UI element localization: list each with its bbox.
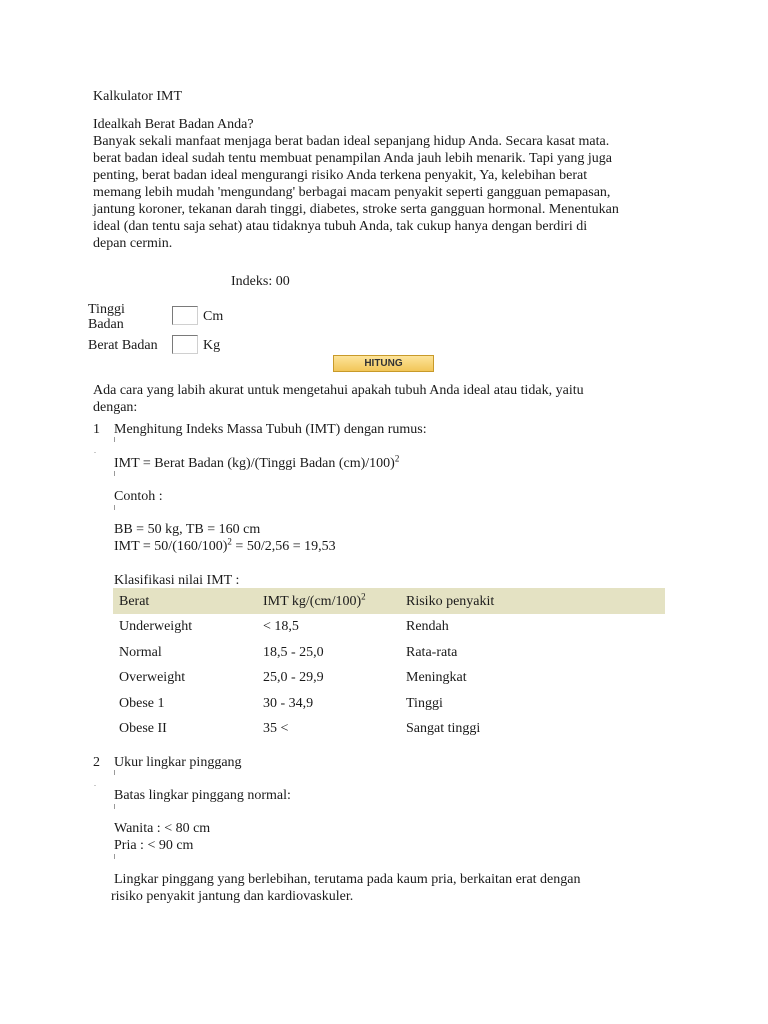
height-label-line: Tinggi (88, 302, 125, 317)
step1-title: Menghitung Indeks Massa Tubuh (IMT) dengan rumus: (114, 422, 427, 437)
table-row (113, 614, 665, 640)
waist-note-line: risiko penyakit jantung dan kardiovaskuler. (111, 889, 354, 904)
table-row (113, 716, 665, 742)
table-cell: < 18,5 (263, 619, 299, 635)
table-row (113, 640, 665, 666)
step2-title: Ukur lingkar pinggang (114, 755, 242, 770)
waist-note-line: Lingkar pinggang yang berlebihan, terutama pada kaum pria, berkaitan erat dengan (114, 872, 581, 887)
intro-line: Banyak sekali manfaat menjaga berat badan ideal sepanjang hidup Anda. Secara kasat mata. (93, 134, 610, 149)
table-row (113, 665, 665, 691)
height-label (88, 302, 125, 332)
example-calculation-exponent: 2 (227, 536, 232, 547)
waist-women: Wanita : < 80 cm (114, 821, 211, 836)
example-calculation (114, 538, 336, 555)
table-cell: 18,5 - 25,0 (263, 644, 324, 660)
height-unit: Cm (203, 309, 224, 324)
example-line: BB = 50 kg, TB = 160 cm (114, 522, 261, 537)
intro-line: memang lebih mudah 'mengundang' berbagai macam penyakit seperti gangguan pemapasan, (93, 185, 611, 200)
list-marker-tick (114, 471, 115, 476)
height-label-line: Badan (88, 317, 124, 332)
table-header-cell: Risiko penyakit (400, 588, 665, 614)
table-row (113, 691, 665, 717)
intro-heading: Idealkah Berat Badan Anda? (93, 117, 254, 132)
weight-input[interactable] (172, 335, 198, 354)
table-cell: Meningkat (406, 670, 467, 686)
table-header-row (113, 588, 665, 614)
table-cell: Rata-rata (406, 644, 458, 660)
list-marker-dot: . (94, 446, 96, 455)
intro-line: depan cermin. (93, 236, 173, 251)
step-number: 1 (93, 422, 100, 437)
waist-normal-label: Batas lingkar pinggang normal: (114, 788, 291, 803)
table-cell: Obese 1 (119, 695, 165, 711)
list-marker-tick (114, 770, 115, 775)
table-cell: Sangat tinggi (406, 721, 481, 737)
example-label: Contoh : (114, 489, 163, 504)
table-cell: Tinggi (406, 695, 443, 711)
intro-line: penting, berat badan ideal mengurangi risiko Anda terkena penyakit, Ya, kelebihan berat (93, 168, 588, 183)
imt-classification-table (113, 588, 665, 742)
weight-unit: Kg (203, 338, 221, 353)
weight-label: Berat Badan (88, 338, 158, 353)
imt-formula-text: IMT = Berat Badan (kg)/(Tinggi Badan (cm)/100) (114, 456, 395, 471)
waist-men: Pria : < 90 cm (114, 838, 194, 853)
table-cell: 30 - 34,9 (263, 695, 314, 711)
table-cell: Overweight (119, 670, 186, 686)
intro-line: berat badan ideal sudah tentu membuat penampilan Anda jauh lebih menarik. Tapi yang juga (93, 151, 612, 166)
classification-label: Klasifikasi nilai IMT : (114, 573, 240, 588)
intro-paragraph (93, 133, 683, 252)
example-calculation-b: = 50/2,56 = 19,53 (231, 539, 336, 554)
table-header-cell: Berat (113, 588, 257, 614)
list-marker-tick (114, 804, 115, 809)
table-cell: Rendah (406, 619, 449, 635)
hitung-button[interactable]: HITUNG (333, 355, 434, 372)
document-title: Kalkulator IMT (93, 89, 183, 104)
methods-intro-line: Ada cara yang labih akurat untuk mengetahui apakah tubuh Anda ideal atau tidak, yaitu (93, 383, 584, 398)
step-number: 2 (93, 755, 100, 770)
table-header-exponent: 2 (361, 590, 366, 601)
list-marker-dot: . (94, 779, 96, 788)
list-marker-tick (114, 437, 115, 442)
table-header-cell (257, 588, 400, 614)
intro-line: jantung koroner, tekanan darah tinggi, diabetes, stroke serta gangguan hormonal. Menentukan (93, 202, 619, 217)
imt-formula-exponent: 2 (394, 453, 400, 464)
intro-line: ideal (dan tentu saja sehat) atau tidaknya tubuh Anda, tak cukup hanya dengan berdiri di (93, 219, 588, 234)
methods-intro (93, 382, 683, 416)
table-header-text: IMT kg/(cm/100) (263, 593, 362, 609)
example-calculation-a: IMT = 50/(160/100) (114, 539, 228, 554)
list-marker-tick (114, 505, 115, 510)
list-marker-tick (114, 854, 115, 859)
index-result: Indeks: 00 (231, 274, 290, 289)
table-cell: Normal (119, 644, 162, 660)
imt-formula (114, 455, 399, 472)
methods-intro-line: dengan: (93, 400, 138, 415)
table-cell: 35 < (263, 721, 289, 737)
table-cell: Obese II (119, 721, 167, 737)
table-cell: 25,0 - 29,9 (263, 670, 324, 686)
table-cell: Underweight (119, 619, 193, 635)
height-input[interactable] (172, 306, 198, 325)
